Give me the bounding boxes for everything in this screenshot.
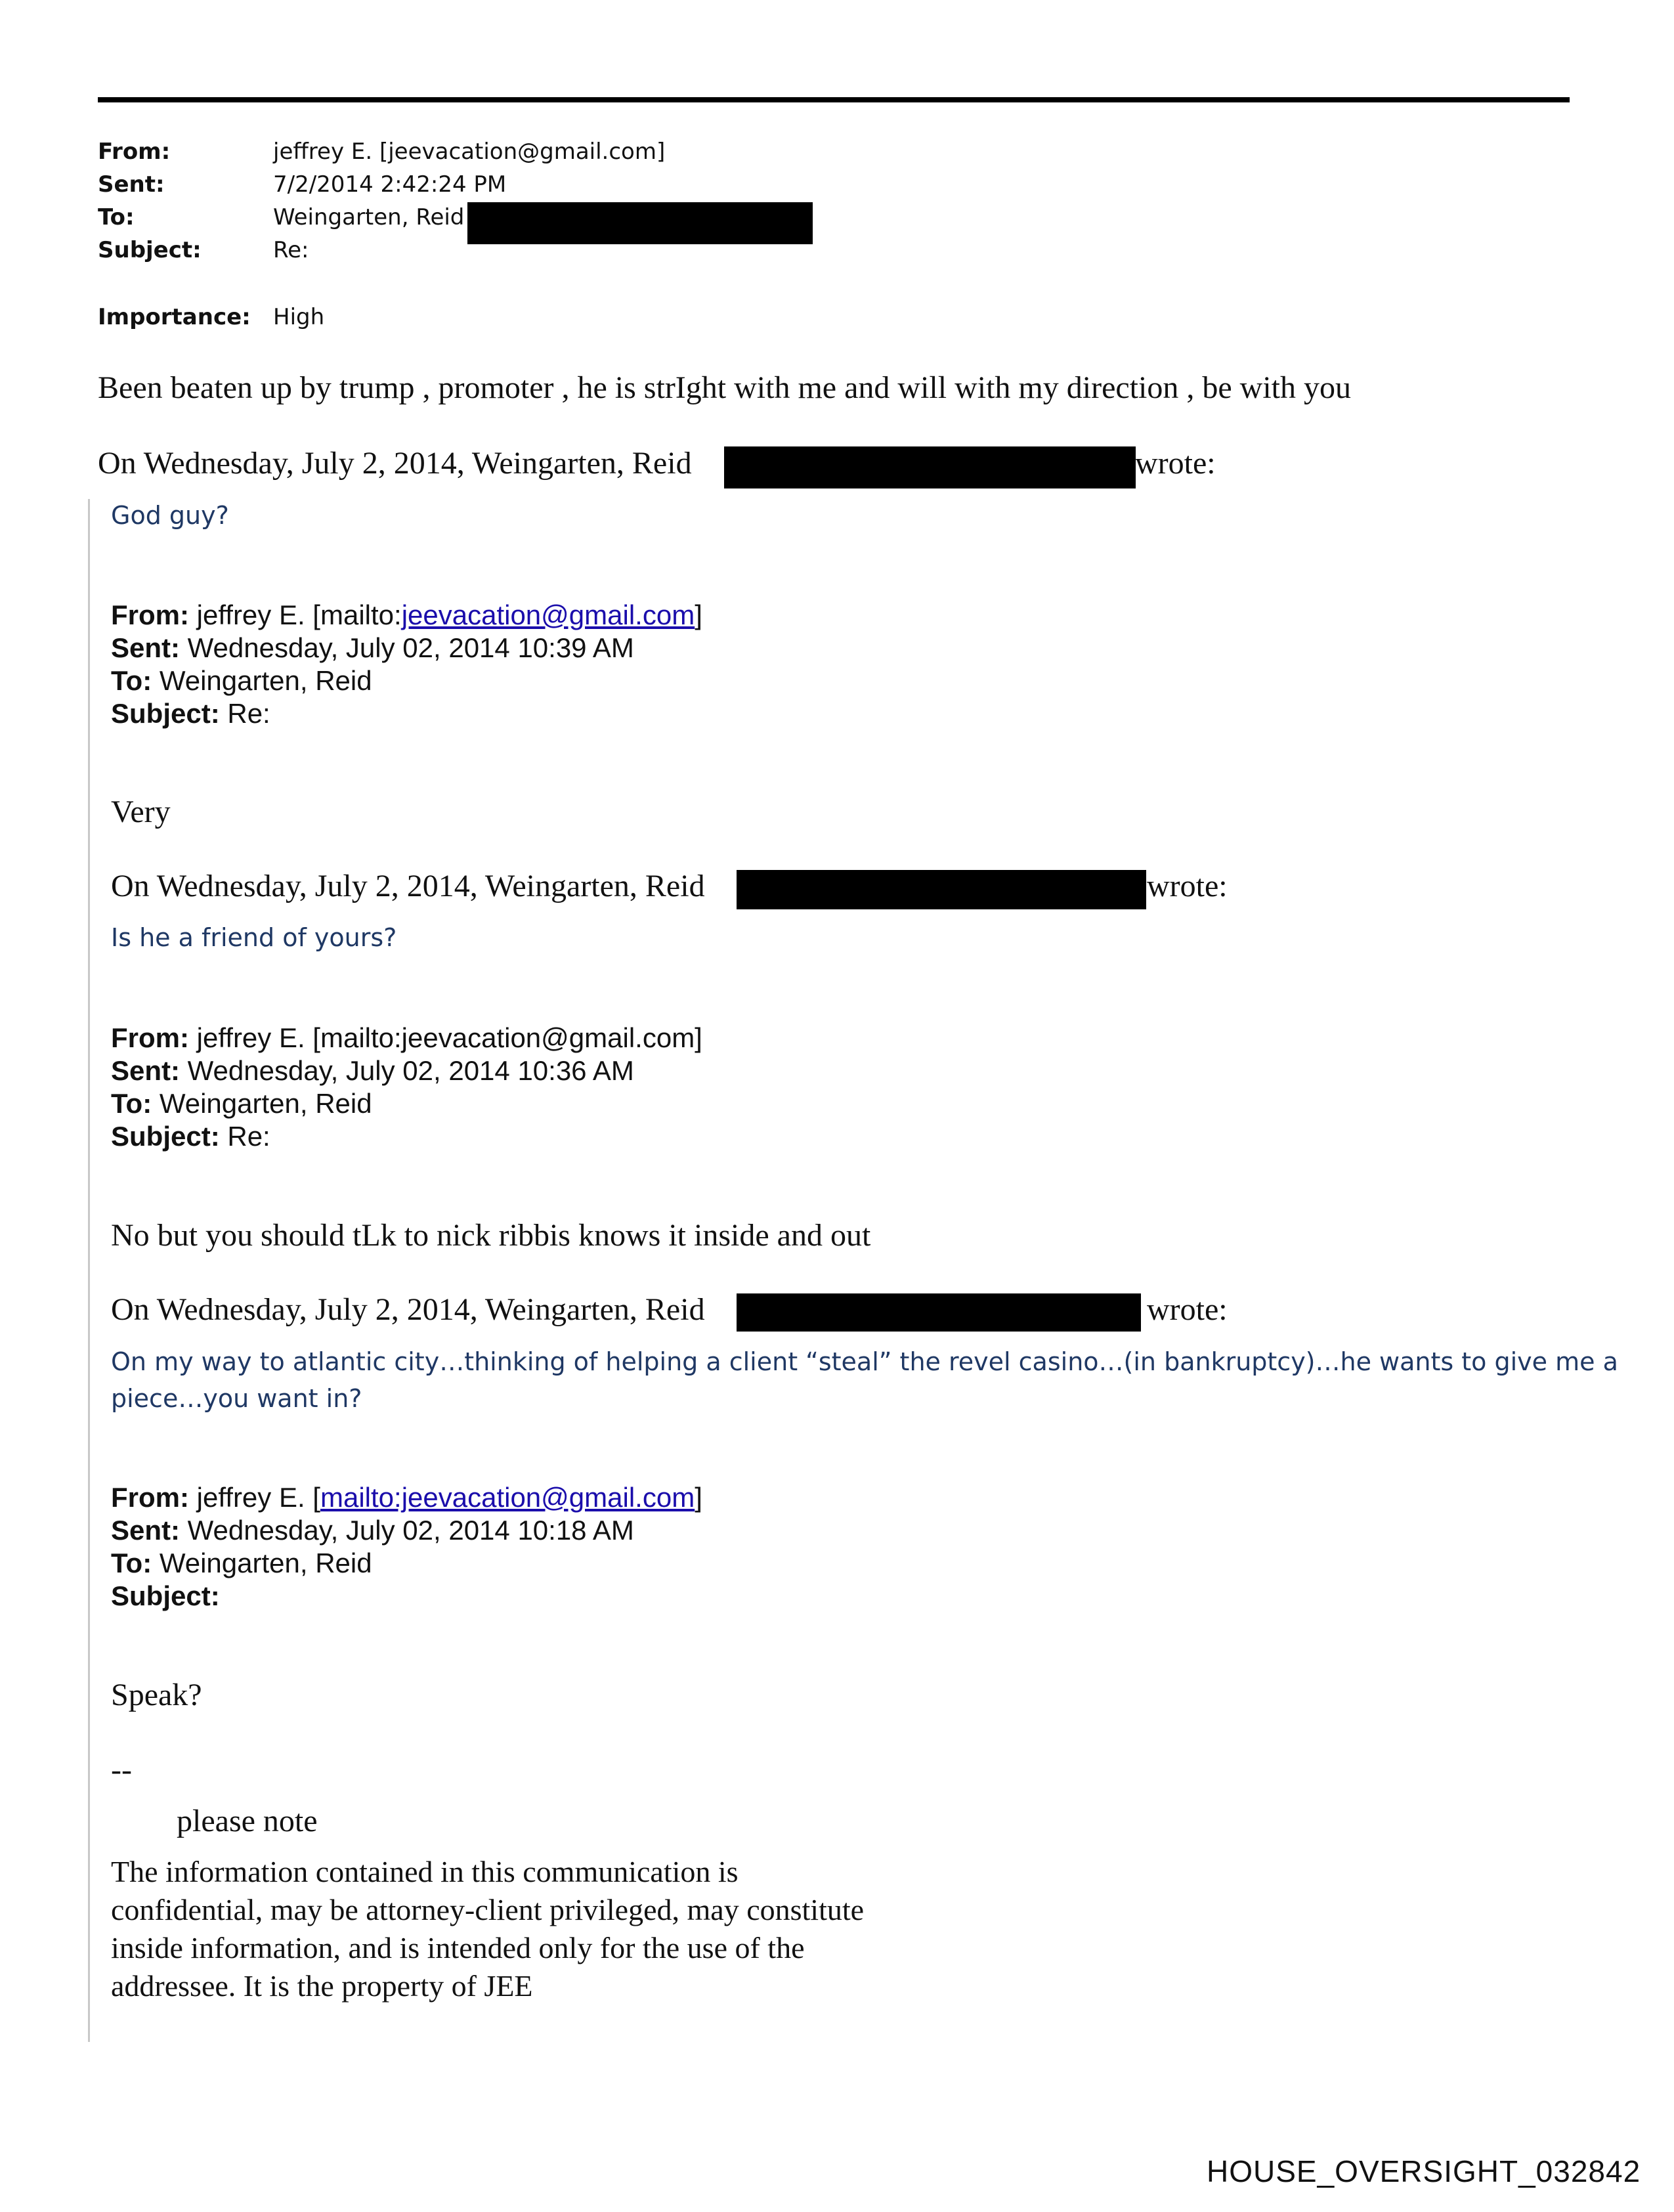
quoted-from-line: From: jeffrey E. [mailto:jeevacation@gmail.com] [111,1482,702,1513]
redaction-box [724,446,1136,488]
quoted-to-line: To: Weingarten, Reid [111,1548,372,1578]
quoted-reply: God guy? [111,501,229,530]
quoted-subject-line: Subject: Re: [111,1121,270,1152]
quoted-sent-line: Sent: Wednesday, July 02, 2014 10:39 AM [111,632,634,663]
top-rule [98,97,1570,102]
quoted-from-line: From: jeffrey E. [mailto:jeevacation@gmail.com] [111,599,702,630]
wrote-line-prefix: On Wednesday, July 2, 2014, Weingarten, Reid [98,446,692,481]
quoted-message: Speak? [111,1678,202,1712]
quoted-sent-line: Sent: Wednesday, July 02, 2014 10:18 AM [111,1515,634,1546]
importance-label: Importance: [98,304,251,330]
signature-note: please note [177,1804,318,1838]
signature-dashes: -- [111,1752,132,1787]
quoted-subject-line: Subject: Re: [111,698,270,729]
wrote-line-suffix: wrote: [1135,446,1216,481]
quoted-message: Very [111,794,171,829]
quoted-reply-line-1: On my way to atlantic city…thinking of helping a client “steal” the revel casino…(in bankruptcy)…he wants to give me a [111,1347,1618,1376]
redaction-box [737,870,1146,909]
redaction-box [467,202,813,244]
quote-indicator-bar [88,499,90,2042]
quoted-to-line: To: Weingarten, Reid [111,1088,372,1119]
quoted-subject-line: Subject: [111,1580,220,1611]
sent-value: 7/2/2014 2:42:24 PM [273,171,507,198]
subject-value: Re: [273,237,309,263]
quoted-reply: Is he a friend of yours? [111,923,397,952]
bates-number: HOUSE_OVERSIGHT_032842 [1207,2154,1641,2188]
email-link[interactable]: mailto:jeevacation@gmail.com [320,1482,695,1513]
from-value: jeffrey E. [jeevacation@gmail.com] [273,139,666,165]
to-label: To: [98,204,135,230]
subject-label: Subject: [98,237,202,263]
to-value: Weingarten, Reid [273,204,465,230]
importance-value: High [273,304,325,330]
sent-label: Sent: [98,171,165,198]
confidentiality-disclaimer: The information contained in this communication is confidential, may be attorney-client privileged, may constitute inside information, and is intended only for the use of the addressee. It is the property of JEE [111,1855,865,2003]
quoted-message: No but you should tLk to nick ribbis knows it inside and out [111,1218,871,1253]
wrote-line-suffix: wrote: [1147,869,1228,903]
from-label: From: [98,139,171,165]
wrote-line-prefix: On Wednesday, July 2, 2014, Weingarten, Reid [111,1292,705,1327]
message-body: Been beaten up by trump , promoter , he is strIght with me and will with my direction , be with you [98,370,1351,405]
quoted-reply-line-2: piece…you want in? [111,1384,362,1413]
wrote-line-suffix: wrote: [1147,1292,1228,1327]
email-link[interactable]: jeevacation@gmail.com [401,599,695,630]
quoted-to-line: To: Weingarten, Reid [111,665,372,696]
wrote-line-prefix: On Wednesday, July 2, 2014, Weingarten, Reid [111,869,705,903]
redaction-box [737,1293,1141,1332]
quoted-sent-line: Sent: Wednesday, July 02, 2014 10:36 AM [111,1055,634,1086]
quoted-from-line: From: jeffrey E. [mailto:jeevacation@gmail.com] [111,1022,702,1053]
